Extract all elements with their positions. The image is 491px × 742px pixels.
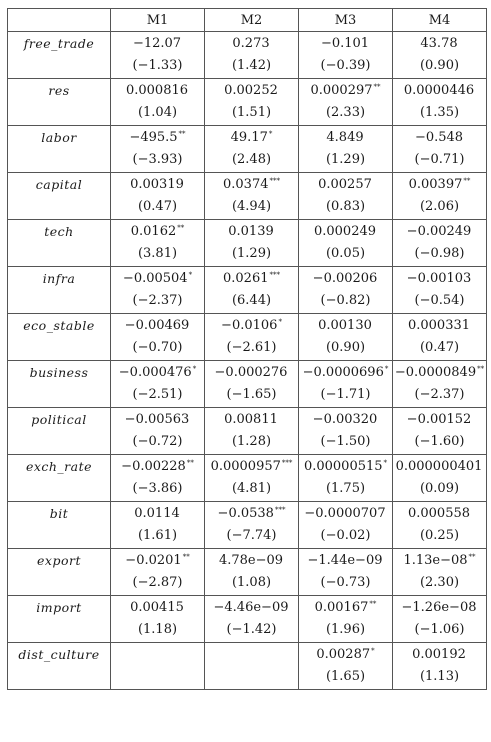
coefficient-line xyxy=(299,502,392,524)
estimate-cell xyxy=(111,596,205,643)
coefficient-line xyxy=(393,173,486,195)
coefficient-line xyxy=(299,643,392,665)
coefficient-line xyxy=(205,220,298,242)
estimate-cell xyxy=(205,455,299,502)
estimate-cell xyxy=(393,314,487,361)
coefficient-value: 0.00811 xyxy=(224,412,278,427)
t-statistic: (−1.42) xyxy=(226,622,277,637)
coefficient-value: −0.00249 xyxy=(406,224,472,239)
variable-name: political xyxy=(8,408,111,455)
table-row xyxy=(8,643,487,690)
coefficient-line xyxy=(299,79,392,101)
t-statistic: (−0.72) xyxy=(132,434,183,449)
coefficient-line xyxy=(299,220,392,242)
t-statistic: (−2.87) xyxy=(132,575,183,590)
coefficient-line xyxy=(299,267,392,289)
table-row xyxy=(8,455,487,502)
estimate-cell xyxy=(205,502,299,549)
coefficient-value: 0.0374 xyxy=(223,177,269,192)
estimate-cell xyxy=(299,455,393,502)
t-statistic xyxy=(111,665,204,689)
estimate-cell xyxy=(393,408,487,455)
estimate-cell xyxy=(393,79,487,126)
coefficient-value: 1.13e−08 xyxy=(403,553,468,568)
coefficient-value: 49.17 xyxy=(230,130,268,145)
coefficient-line xyxy=(393,267,486,289)
coefficient-value: −0.0000707 xyxy=(304,506,386,521)
coefficient-value: −0.00206 xyxy=(312,271,378,286)
t-statistic: (2.30) xyxy=(419,575,460,590)
estimate-cell xyxy=(393,361,487,408)
variable-name: free_trade xyxy=(8,32,111,79)
t-statistic: (1.35) xyxy=(419,105,460,120)
coefficient-line xyxy=(111,79,204,101)
coefficient-line xyxy=(393,314,486,336)
t-statistic: (−0.70) xyxy=(132,340,183,355)
estimate-cell xyxy=(205,267,299,314)
t-statistic: (0.90) xyxy=(419,58,460,73)
estimate-cell xyxy=(205,361,299,408)
estimate-cell xyxy=(111,220,205,267)
t-statistic: (−0.82) xyxy=(320,293,371,308)
estimate-cell xyxy=(111,455,205,502)
table-row xyxy=(8,126,487,173)
coefficient-line xyxy=(205,643,298,665)
estimate-cell xyxy=(393,549,487,596)
table-body xyxy=(8,32,487,690)
coefficient-value: −0.0538 xyxy=(217,506,274,521)
estimate-cell xyxy=(299,408,393,455)
t-statistic: (−1.60) xyxy=(414,434,465,449)
variable-name: labor xyxy=(8,126,111,173)
t-statistic: (1.04) xyxy=(137,105,178,120)
column-header-m1: M1 xyxy=(111,9,205,32)
t-statistic: (6.44) xyxy=(231,293,272,308)
coefficient-line xyxy=(299,314,392,336)
regression-table xyxy=(7,8,487,690)
significance-stars: ** xyxy=(477,364,485,373)
t-statistic: (−0.98) xyxy=(414,246,465,261)
estimate-cell xyxy=(299,643,393,690)
coefficient-value: 0.0000446 xyxy=(403,83,475,98)
coefficient-value: −0.00504 xyxy=(122,271,188,286)
coefficient-line xyxy=(299,408,392,430)
table-row xyxy=(8,502,487,549)
t-statistic: (−0.02) xyxy=(320,528,371,543)
estimate-cell xyxy=(205,643,299,690)
t-statistic: (−1.71) xyxy=(320,387,371,402)
coefficient-value: −0.00228 xyxy=(121,459,186,474)
estimate-cell xyxy=(393,596,487,643)
coefficient-value: 0.0114 xyxy=(134,506,180,521)
estimate-cell xyxy=(299,549,393,596)
variable-name: export xyxy=(8,549,111,596)
coefficient-value: −0.0201 xyxy=(125,553,182,568)
coefficient-line xyxy=(111,408,204,430)
variable-name: res xyxy=(8,79,111,126)
estimate-cell xyxy=(393,643,487,690)
table-row xyxy=(8,596,487,643)
coefficient-line xyxy=(393,549,486,571)
t-statistic: (3.81) xyxy=(137,246,178,261)
coefficient-value: −0.000476 xyxy=(118,365,192,380)
coefficient-value: −4.46e−09 xyxy=(213,600,289,615)
estimate-cell xyxy=(299,79,393,126)
estimate-cell xyxy=(111,408,205,455)
variable-name: dist_culture xyxy=(8,643,111,690)
coefficient-value: 0.00130 xyxy=(318,318,372,333)
t-statistic: (0.47) xyxy=(137,199,178,214)
t-statistic: (−2.37) xyxy=(132,293,183,308)
coefficient-line xyxy=(205,314,298,336)
table-row xyxy=(8,220,487,267)
t-statistic: (1.13) xyxy=(419,669,460,684)
estimate-cell xyxy=(393,32,487,79)
significance-stars: ** xyxy=(373,82,381,91)
coefficient-value: −0.00152 xyxy=(406,412,472,427)
coefficient-value: 0.00252 xyxy=(224,83,278,98)
estimate-cell xyxy=(299,173,393,220)
significance-stars: * xyxy=(384,364,389,373)
coefficient-value: −0.0106 xyxy=(221,318,278,333)
coefficient-line xyxy=(111,502,204,524)
variable-name: eco_stable xyxy=(8,314,111,361)
t-statistic: (1.08) xyxy=(231,575,272,590)
estimate-cell xyxy=(299,361,393,408)
estimate-cell xyxy=(111,314,205,361)
table-row xyxy=(8,32,487,79)
coefficient-line xyxy=(299,549,392,571)
t-statistic: (0.90) xyxy=(325,340,366,355)
coefficient-value: −0.0000696 xyxy=(302,365,384,380)
t-statistic: (4.94) xyxy=(231,199,272,214)
coefficient-value: −0.00563 xyxy=(124,412,190,427)
t-statistic: (1.61) xyxy=(137,528,178,543)
significance-stars: ** xyxy=(182,552,190,561)
table-row xyxy=(8,173,487,220)
coefficient-line xyxy=(111,126,204,148)
t-statistic: (−2.61) xyxy=(226,340,277,355)
t-statistic: (1.75) xyxy=(325,481,366,496)
coefficient-line xyxy=(299,32,392,54)
coefficient-line xyxy=(205,173,298,195)
coefficient-line xyxy=(393,502,486,524)
t-statistic: (1.28) xyxy=(231,434,272,449)
coefficient-value: −495.5 xyxy=(129,130,178,145)
variable-name: exch_rate xyxy=(8,455,111,502)
t-statistic: (−0.54) xyxy=(414,293,465,308)
estimate-cell xyxy=(111,79,205,126)
coefficient-line xyxy=(299,596,392,618)
estimate-cell xyxy=(111,502,205,549)
coefficient-line xyxy=(111,220,204,242)
coefficient-value: 0.00287 xyxy=(316,647,371,662)
coefficient-line xyxy=(111,596,204,618)
t-statistic: (−1.65) xyxy=(226,387,277,402)
coefficient-value: 0.0139 xyxy=(228,224,274,239)
coefficient-value: −0.00469 xyxy=(124,318,190,333)
variable-name: business xyxy=(8,361,111,408)
coefficient-line xyxy=(111,455,204,477)
variable-name: bit xyxy=(8,502,111,549)
coefficient-line xyxy=(393,220,486,242)
significance-stars: *** xyxy=(274,505,286,514)
coefficient-line xyxy=(205,408,298,430)
coefficient-line xyxy=(111,267,204,289)
variable-name: import xyxy=(8,596,111,643)
coefficient-line xyxy=(205,502,298,524)
table-row xyxy=(8,267,487,314)
estimate-cell xyxy=(111,549,205,596)
estimate-cell xyxy=(299,126,393,173)
estimate-cell xyxy=(205,32,299,79)
coefficient-line xyxy=(205,32,298,54)
t-statistic: (−1.33) xyxy=(132,58,183,73)
coefficient-line xyxy=(393,596,486,618)
t-statistic: (1.29) xyxy=(325,152,366,167)
coefficient-value: 0.0261 xyxy=(223,271,269,286)
coefficient-value: −1.26e−08 xyxy=(401,600,477,615)
t-statistic: (−1.06) xyxy=(414,622,465,637)
t-statistic: (0.47) xyxy=(419,340,460,355)
coefficient-line xyxy=(111,549,204,571)
coefficient-value: −0.548 xyxy=(414,130,464,145)
estimate-cell xyxy=(299,32,393,79)
t-statistic: (0.09) xyxy=(419,481,460,496)
coefficient-line xyxy=(393,361,486,383)
coefficient-line xyxy=(393,408,486,430)
t-statistic: (−2.37) xyxy=(414,387,465,402)
t-statistic: (1.18) xyxy=(137,622,178,637)
t-statistic: (1.96) xyxy=(325,622,366,637)
coefficient-value: 4.849 xyxy=(326,130,364,145)
coefficient-value: 0.00192 xyxy=(412,647,466,662)
significance-stars: * xyxy=(188,270,193,279)
coefficient-line xyxy=(111,32,204,54)
estimate-cell xyxy=(299,596,393,643)
coefficient-line xyxy=(205,596,298,618)
variable-name: capital xyxy=(8,173,111,220)
coefficient-value: 4.78e−09 xyxy=(218,553,284,568)
significance-stars: ** xyxy=(178,129,186,138)
estimate-cell xyxy=(205,79,299,126)
estimate-cell xyxy=(205,220,299,267)
estimate-cell xyxy=(111,361,205,408)
t-statistic: (2.33) xyxy=(325,105,366,120)
coefficient-line xyxy=(111,173,204,195)
coefficient-line xyxy=(205,549,298,571)
coefficient-value: 0.000000401 xyxy=(395,459,483,474)
estimate-cell xyxy=(205,173,299,220)
estimate-cell xyxy=(205,126,299,173)
estimate-cell xyxy=(393,502,487,549)
estimate-cell xyxy=(111,126,205,173)
column-header-m4: M4 xyxy=(393,9,487,32)
estimate-cell xyxy=(299,502,393,549)
coefficient-value: 0.000816 xyxy=(125,83,189,98)
t-statistic: (−3.93) xyxy=(132,152,183,167)
header-row xyxy=(8,9,487,32)
coefficient-value: 0.00167 xyxy=(314,600,369,615)
t-statistic: (1.42) xyxy=(231,58,272,73)
coefficient-value: 0.00000515 xyxy=(303,459,383,474)
t-statistic: (0.05) xyxy=(325,246,366,261)
coefficient-line xyxy=(205,126,298,148)
table-row xyxy=(8,408,487,455)
estimate-cell xyxy=(393,126,487,173)
significance-stars: ** xyxy=(468,552,476,561)
coefficient-line xyxy=(393,32,486,54)
estimate-cell xyxy=(111,267,205,314)
estimate-cell xyxy=(111,173,205,220)
estimate-cell xyxy=(299,314,393,361)
coefficient-line xyxy=(205,79,298,101)
significance-stars: *** xyxy=(269,270,280,279)
coefficient-line xyxy=(111,314,204,336)
estimate-cell xyxy=(299,220,393,267)
coefficient-line xyxy=(393,455,486,477)
estimate-cell xyxy=(393,267,487,314)
coefficient-value: −0.00320 xyxy=(312,412,378,427)
estimate-cell xyxy=(205,314,299,361)
t-statistic: (−0.71) xyxy=(414,152,465,167)
coefficient-value: 0.00319 xyxy=(130,177,184,192)
estimate-cell xyxy=(205,408,299,455)
coefficient-value: 43.78 xyxy=(420,36,458,51)
significance-stars: * xyxy=(192,364,197,373)
coefficient-value: 0.000558 xyxy=(407,506,471,521)
significance-stars: ** xyxy=(186,458,194,467)
coefficient-value: −0.000276 xyxy=(214,365,288,380)
estimate-cell xyxy=(393,173,487,220)
coefficient-value: 0.0000957 xyxy=(210,459,281,474)
coefficient-line xyxy=(205,455,298,477)
significance-stars: ** xyxy=(177,223,185,232)
coefficient-value: 0.00397 xyxy=(408,177,463,192)
significance-stars: *** xyxy=(281,458,293,467)
header-corner-cell xyxy=(8,9,111,32)
coefficient-line xyxy=(299,173,392,195)
t-statistic: (−0.73) xyxy=(320,575,371,590)
coefficient-line xyxy=(393,79,486,101)
t-statistic: (2.48) xyxy=(231,152,272,167)
estimate-cell xyxy=(393,455,487,502)
table-row xyxy=(8,314,487,361)
coefficient-value: 0.000297 xyxy=(310,83,373,98)
table-row xyxy=(8,549,487,596)
coefficient-value: 0.00257 xyxy=(318,177,372,192)
estimate-cell xyxy=(111,32,205,79)
estimate-cell xyxy=(111,643,205,690)
estimate-cell xyxy=(393,220,487,267)
variable-name: infra xyxy=(8,267,111,314)
significance-stars: *** xyxy=(269,176,280,185)
table-row xyxy=(8,361,487,408)
coefficient-line xyxy=(393,643,486,665)
estimate-cell xyxy=(205,549,299,596)
t-statistic: (2.06) xyxy=(419,199,460,214)
coefficient-value: −0.101 xyxy=(320,36,370,51)
t-statistic: (1.51) xyxy=(231,105,272,120)
t-statistic xyxy=(205,665,298,689)
coefficient-value: 0.000331 xyxy=(407,318,471,333)
significance-stars: * xyxy=(268,129,273,138)
coefficient-line xyxy=(393,126,486,148)
column-header-m2: M2 xyxy=(205,9,299,32)
coefficient-line xyxy=(205,267,298,289)
table-row xyxy=(8,79,487,126)
coefficient-value: 0.0162 xyxy=(130,224,177,239)
coefficient-value: −0.0000849 xyxy=(394,365,477,380)
coefficient-line xyxy=(111,361,204,383)
coefficient-line xyxy=(111,643,204,665)
coefficient-value: −1.44e−09 xyxy=(307,553,383,568)
coefficient-line xyxy=(205,361,298,383)
coefficient-value: 0.00415 xyxy=(130,600,184,615)
coefficient-line xyxy=(299,126,392,148)
significance-stars: ** xyxy=(369,599,377,608)
t-statistic: (−1.50) xyxy=(320,434,371,449)
significance-stars: ** xyxy=(463,176,471,185)
coefficient-line xyxy=(299,361,392,383)
significance-stars: * xyxy=(383,458,388,467)
coefficient-value: 0.000249 xyxy=(313,224,377,239)
coefficient-value: −12.07 xyxy=(132,36,182,51)
significance-stars: * xyxy=(371,646,375,655)
t-statistic: (1.65) xyxy=(325,669,366,684)
significance-stars: * xyxy=(278,317,282,326)
t-statistic: (0.25) xyxy=(419,528,460,543)
t-statistic: (−3.86) xyxy=(132,481,183,496)
t-statistic: (4.81) xyxy=(231,481,272,496)
estimate-cell xyxy=(205,596,299,643)
t-statistic: (−7.74) xyxy=(226,528,277,543)
coefficient-value: −0.00103 xyxy=(406,271,472,286)
estimate-cell xyxy=(299,267,393,314)
coefficient-value: 0.273 xyxy=(232,36,270,51)
column-header-m3: M3 xyxy=(299,9,393,32)
t-statistic: (0.83) xyxy=(325,199,366,214)
t-statistic: (1.29) xyxy=(231,246,272,261)
t-statistic: (−2.51) xyxy=(132,387,183,402)
variable-name: tech xyxy=(8,220,111,267)
t-statistic: (−0.39) xyxy=(320,58,371,73)
coefficient-line xyxy=(299,455,392,477)
